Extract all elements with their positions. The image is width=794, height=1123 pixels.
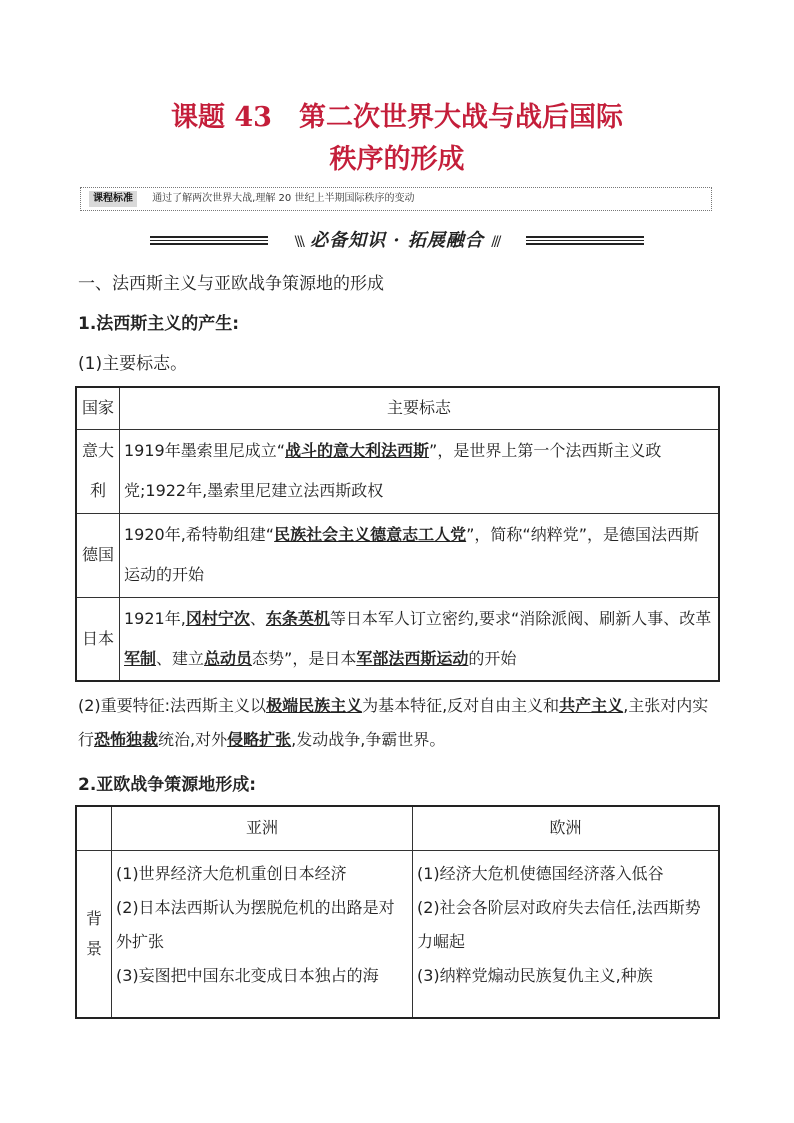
subheading-fascism-origin: 1.法西斯主义的产生: bbox=[78, 314, 240, 334]
signs-cell: 1921年,冈村宁次、东条英机等日本军人订立密约,要求“消除派阀、刷新人事、改革军制、建立总动员态势”，是日本军部法西斯运动的开始 bbox=[120, 597, 720, 681]
list-item: (3)纳粹党煽动民族复仇主义,种族 bbox=[417, 965, 653, 985]
table2-header-asia: 亚洲 bbox=[112, 806, 413, 850]
background-label-cell: 背景 bbox=[76, 850, 112, 1018]
europe-background-cell bbox=[413, 850, 720, 1018]
section1-heading: 一、法西斯主义与亚欧战争策源地的形成 bbox=[78, 274, 384, 294]
country-cell: 意大利 bbox=[76, 429, 120, 513]
list-item: (1)世界经济大危机重创日本经济 bbox=[116, 863, 347, 883]
table-row bbox=[76, 850, 719, 1018]
list-item: (1)经济大危机使德国经济落入低谷 bbox=[417, 863, 664, 883]
asia-background-cell bbox=[112, 850, 413, 1018]
list-item: (2)社会各阶层对政府失去信任,法西斯势力崛起 bbox=[417, 897, 701, 951]
list-item: (3)妄图把中国东北变成日本独占的海 bbox=[116, 965, 379, 985]
banner-right-rule bbox=[526, 236, 644, 246]
fascism-features-paragraph: (2)重要特征:法西斯主义以极端民族主义为基本特征,反对自由主义和共产主义,主张对内实行恐怖独裁统治,对外侵略扩张,发动战争,争霸世界。 bbox=[78, 696, 709, 749]
fascism-signs-table bbox=[75, 386, 720, 682]
curriculum-standard-text: 通过了解两次世界大战,理解 20 世纪上半期国际秩序的变动 bbox=[152, 193, 415, 204]
table1-header-country: 国家 bbox=[76, 387, 120, 429]
table-row bbox=[76, 597, 719, 681]
table1-header-signs: 主要标志 bbox=[120, 387, 720, 429]
signs-cell: 1920年,希特勒组建“民族社会主义德意志工人党”，简称“纳粹党”，是德国法西斯运动的开始 bbox=[120, 513, 720, 597]
banner-title: \\\ 必备知识 · 拓展融合 /// bbox=[294, 230, 500, 251]
war-sources-table bbox=[75, 805, 720, 1019]
table-row bbox=[76, 513, 719, 597]
country-cell: 日本 bbox=[76, 597, 120, 681]
table-row bbox=[76, 429, 719, 513]
table2-header-europe: 欧洲 bbox=[413, 806, 720, 850]
section-banner bbox=[150, 228, 644, 254]
lesson-title-line2: 秩序的形成 bbox=[329, 144, 465, 175]
signs-cell: 1919年墨索里尼成立“战斗的意大利法西斯”，是世界上第一个法西斯主义政党;1922年,墨索里尼建立法西斯政权 bbox=[120, 429, 720, 513]
curriculum-standard-label: 课程标准 bbox=[89, 191, 137, 207]
banner-left-rule bbox=[150, 236, 268, 246]
subheading-war-sources: 2.亚欧战争策源地形成: bbox=[78, 775, 257, 795]
lesson-title-line1: 课题 43 第二次世界大战与战后国际 bbox=[171, 102, 623, 133]
table2-header-empty bbox=[76, 806, 112, 850]
curriculum-standard-box bbox=[80, 187, 712, 211]
country-cell: 德国 bbox=[76, 513, 120, 597]
subheading-main-signs: (1)主要标志。 bbox=[78, 354, 188, 374]
list-item: (2)日本法西斯认为摆脱危机的出路是对外扩张 bbox=[116, 897, 395, 951]
